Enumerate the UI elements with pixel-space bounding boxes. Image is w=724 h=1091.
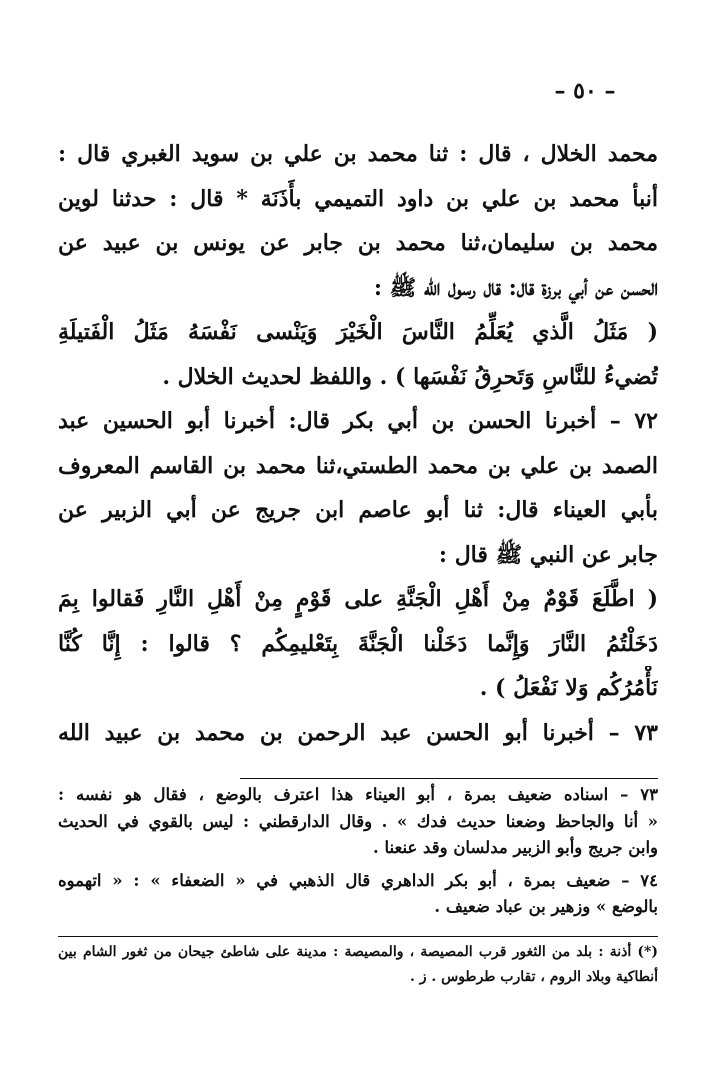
text-line: محمد بن سليمان،ثنا محمد بن جابر عن يونس بن عبيد عن	[58, 230, 658, 256]
narration-73-line: ٧٣ – أخبرنا أبو الحسن عبد الرحمن بن محمد بن عبيد الله	[58, 719, 658, 746]
text-line: الصمد بن علي بن محمد الطستي،ثنا محمد بن القاسم المعروف	[58, 452, 658, 479]
editor-note-divider	[58, 936, 658, 937]
hadith-text-line: ( اطَّلَعَ قَوْمٌ مِنْ أَهْلِ الْجَنَّةِ على قَوْمٍ مِنْ أَهْلِ النَّارِ فَقالوا بِمَ	[58, 586, 658, 612]
footnote-line: « أنا والجاحظ وضعنا حديث فدك » . وقال الدارقطني : ليس بالقوي في الحديث	[58, 811, 658, 831]
footnote-line: بالوضع » وزهير بن عباد ضعيف .	[434, 897, 658, 916]
text-line: محمد الخلال ، قال : ثنا محمد بن علي بن سويد الغبري قال :	[58, 141, 658, 167]
footnote-line: ٧٤ – ضعيف بمرة ، أبو بكر الداهري قال الذهبي في « الضعفاء » : « اتهموه	[58, 870, 658, 890]
editor-note-line: (*) أذنة : بلد من الثغور قرب المصيصة ، والمصيصة : مدينة على شاطئ جيحان من ثغور الشام بين	[58, 944, 658, 960]
footnote-line: وابن جريج وأبو الزبير مدلسان وقد عنعنا .	[373, 838, 658, 857]
footnote-divider	[240, 778, 658, 779]
hadith-text-line: دَخَلْتُمُ النَّارَ وَإِنَّما دَخَلْنا الْجَنَّةَ بِتَعْليمِكُم ؟ قالوا : إِنَّا كُنَّا	[58, 630, 658, 657]
text-line: بأبي العيناء قال: ثنا أبو عاصم ابن جريج عن أبي الزبير عن	[58, 497, 658, 523]
hadith-text-line: تُضيءُ للنَّاسِ وَتَحرِقُ نَفْسَها ) . واللفظ لحديث الخلال .	[162, 363, 658, 390]
text-line: جابر عن النبي ﷺ قال :	[438, 541, 658, 568]
editor-notes	[58, 940, 658, 990]
page-number: – ٥٠ –	[554, 78, 616, 104]
text-line: الحسن عن أبي برزة قال: قال رسول الله ﷺ :	[373, 274, 658, 301]
main-text	[58, 132, 658, 755]
editor-note-line: أنطاكية وبلاد الروم ، تقارب طرطوس . ز .	[409, 969, 658, 985]
text-line: أنبأ محمد بن علي بن داود التميمي بأَذَنَة * قال : حدثنا لوين	[58, 185, 658, 212]
footnotes	[58, 782, 658, 921]
hadith-text-line: نَأْمُرُكُم وَلا نَفْعَلُ ) .	[479, 675, 658, 701]
hadith-text-line: ( مَثَلُ الَّذي يُعَلِّمُ النَّاسَ الْخَيْرَ وَيَنْسى نَفْسَهُ مَثَلُ الْفَتيلَةِ	[58, 319, 658, 345]
footnote-line: ٧٣ – اسناده ضعيف بمرة ، أبو العيناء هذا اعترف بالوضع ، فقال هو نفسه :	[58, 785, 658, 804]
narration-72-line: ٧٢ – أخبرنا الحسن بن أبي بكر قال: أخبرنا أبو الحسين عبد	[58, 408, 658, 434]
